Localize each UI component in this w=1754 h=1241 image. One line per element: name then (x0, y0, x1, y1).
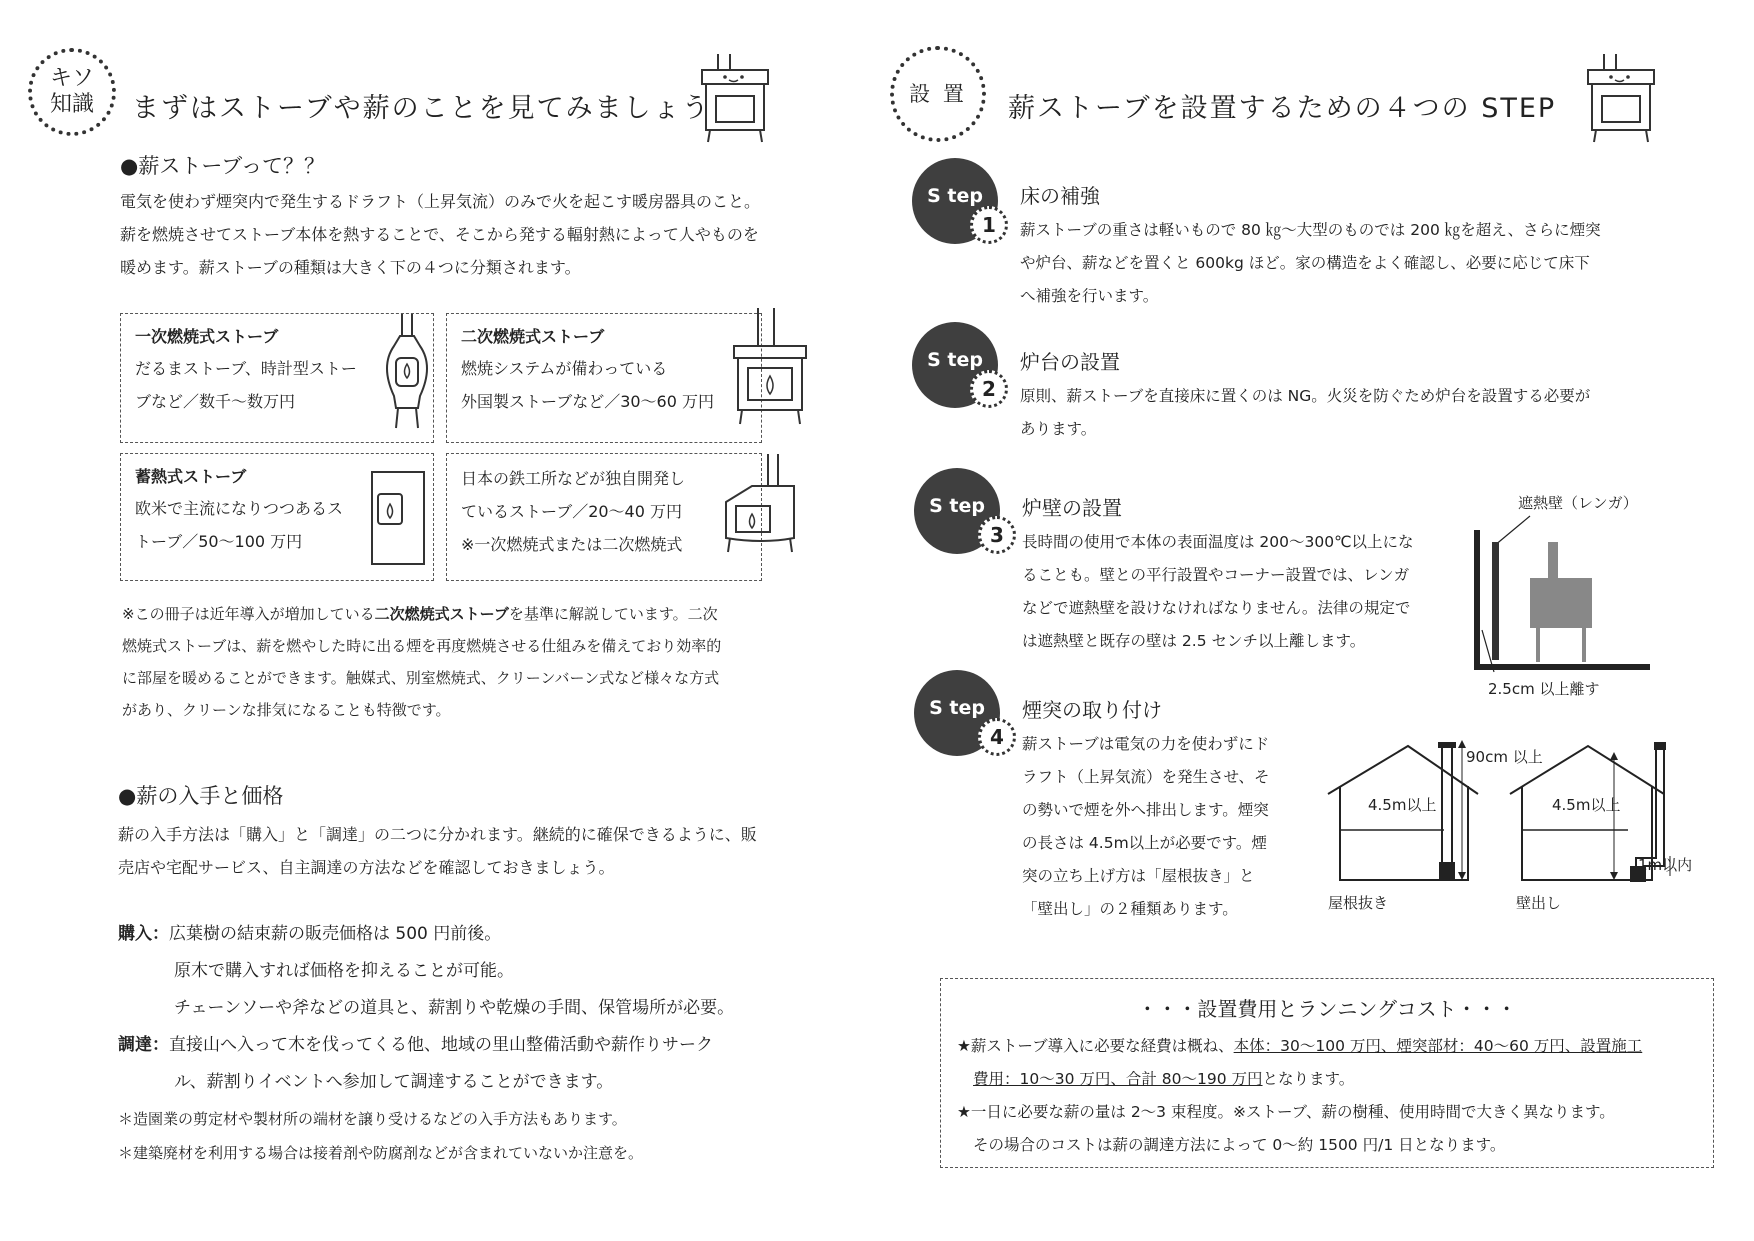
caption-wall: 壁出し (1516, 894, 1562, 912)
step-number: 1 (970, 206, 1008, 244)
note-line (122, 598, 721, 630)
stove-mascot-icon (1580, 52, 1662, 144)
note-line: ＊造園業の剪定材や製材所の端材を譲り受けるなどの入手方法もあります。 (118, 1110, 627, 1128)
section2-heading: ●薪の入手と価格 (118, 784, 284, 808)
step-number: 3 (978, 516, 1016, 554)
badge-line2: 知識 (49, 92, 94, 117)
text-line: などで遮熱壁を設けなければなりません。法律の規定で (1022, 599, 1411, 617)
box-line: ※一次燃焼式または二次燃焼式 (461, 535, 683, 554)
step-text (1020, 214, 1601, 313)
height-label-1: 4.5m以上 (1368, 796, 1437, 814)
text-line: 原則、薪ストーブを直接床に置くのは NG。火災を防ぐため炉台を設置する必要が (1020, 387, 1591, 405)
purchase-text: 広葉樹の結束薪の販売価格は 500 円前後。 (169, 924, 502, 944)
step-title: 煙突の取り付け (1022, 698, 1162, 722)
wall-label-bottom: 2.5cm 以上離す (1488, 680, 1600, 698)
purchase-block (118, 916, 734, 1101)
text-line: 薪ストーブは電気の力を使わずにド (1022, 735, 1270, 753)
cost-underlined: 費用：10～30 万円、合計 80～190 万円 (973, 1070, 1263, 1088)
right-page-title: 薪ストーブを設置するための４つの STEP (1008, 93, 1557, 124)
note-line: に部屋を暖めることができます。触媒式、別室燃焼式、クリーンバーン式など様々な方式 (122, 669, 720, 687)
step-number: 4 (978, 718, 1016, 756)
text-line: 長時間の使用で本体の表面温度は 200～300℃以上にな (1022, 533, 1414, 551)
box-stove-icon (712, 452, 808, 560)
cost-underlined: 本体：30～100 万円、煙突部材：40～60 万円、設置施工 (1233, 1037, 1643, 1055)
box-line: だるまストーブ、時計型ストー (135, 359, 357, 378)
text-line: あります。 (1020, 420, 1097, 438)
wood-notes (118, 1102, 643, 1170)
step-badge: S tep (912, 322, 998, 408)
wall-label-top: 遮熱壁（レンガ） (1518, 494, 1638, 512)
text-line: ラフト（上昇気流）を発生させ、そ (1022, 768, 1270, 786)
cost-line: ★一日に必要な薪の量は 2～3 束程度。※ストーブ、薪の樹種、使用時間で大きく異なります。 (957, 1103, 1615, 1121)
heat-shield-wall-diagram (1470, 490, 1654, 700)
text-line: 「壁出し」の２種類あります。 (1022, 900, 1238, 918)
caption-roof: 屋根抜き (1328, 894, 1389, 912)
box-title: 二次燃焼式ストーブ (461, 327, 605, 346)
height-label-2: 4.5m以上 (1552, 796, 1621, 814)
step-text (1020, 380, 1590, 446)
step-title: 床の補強 (1020, 184, 1100, 208)
note-text: を基準に解説しています。二次 (508, 605, 718, 623)
text-line: や炉台、薪などを置くと 600kg ほど。家の構造をよく確認し、必要に応じて床下 (1020, 254, 1590, 272)
text-line: 暖めます。薪ストーブの種類は大きく下の４つに分類されます。 (120, 258, 581, 277)
box-line: トーブ／50～100 万円 (135, 532, 303, 551)
text-line: 売店や宅配サービス、自主調達の方法などを確認しておきましょう。 (118, 858, 615, 877)
section2-text (118, 818, 757, 884)
text-line: 電気を使わず煙突内で発生するドラフト（上昇気流）のみで火を起こす暖房器具のこと。 (120, 192, 761, 211)
text-line: 薪ストーブの重さは軽いもので 80 ㎏～大型のものでは 200 ㎏を超え、さらに煙突 (1020, 221, 1601, 239)
box-title: 一次燃焼式ストーブ (135, 327, 279, 346)
badge-line1: キソ (49, 66, 94, 91)
step-text (1022, 728, 1270, 926)
cost-line (957, 1030, 1713, 1063)
heat-storage-stove-icon (368, 466, 430, 570)
box-line: 外国製ストーブなど／30～60 万円 (461, 392, 715, 411)
cost-line (957, 1063, 1713, 1096)
step-badge: S tep (914, 468, 1000, 554)
left-page-title: まずはストーブや薪のことを見てみましょう (132, 93, 711, 124)
procure-line (118, 1027, 734, 1064)
note-line: 燃焼式ストーブは、薪を燃やした時に出る煙を再度燃焼させる仕組みを備えており効率的 (122, 637, 722, 655)
step-title: 炉壁の設置 (1022, 496, 1122, 520)
text-line: の長さは 4.5m以上が必要です。煙 (1022, 834, 1267, 852)
box-line: ブなど／数千～数万円 (135, 392, 296, 411)
badge-text: 設 置 (909, 82, 967, 106)
setchi-badge (890, 46, 986, 142)
note-line: ＊建築廃材を利用する場合は接着剤や防腐剤などが含まれていないか注意を。 (118, 1144, 644, 1162)
cost-text: ★薪ストーブ導入に必要な経費は概ね、 (957, 1037, 1234, 1055)
wall-distance-label: 1m以内 (1638, 856, 1693, 874)
step-badge: S tep (914, 670, 1000, 756)
text-line: は遮熱壁と既存の壁は 2.5 センチ以上離します。 (1022, 632, 1366, 650)
box-line: 欧米で主流になりつつあるス (135, 499, 344, 518)
cost-title: ・・・設置費用とランニングコスト・・・ (1137, 997, 1517, 1021)
box-title: 蓄熱式ストーブ (135, 467, 247, 486)
cost-box (940, 978, 1714, 1168)
chimney-installation-diagram (1326, 738, 1716, 918)
procure-text: 直接山へ入って木を伐ってくる他、地域の里山整備活動や薪作りサーク (169, 1035, 713, 1055)
section1-heading: ●薪ストーブって？？ (120, 154, 326, 178)
cost-text: となります。 (1262, 1070, 1355, 1088)
purchase-line: チェーンソーや斧などの道具と、薪割りや乾燥の手間、保管場所が必要。 (174, 998, 735, 1018)
kiso-badge (28, 48, 116, 136)
section1-text (120, 185, 760, 284)
stove-mascot-icon (694, 52, 776, 144)
step-number: 2 (970, 370, 1008, 408)
text-line: へ補強を行います。 (1020, 287, 1159, 305)
roof-clearance-label: 90cm 以上 (1466, 748, 1543, 766)
procure-label: 調達： (118, 1035, 169, 1055)
text-line: 薪を燃焼させてストーブ本体を熱することで、そこから発する輻射熱によって人やものを (120, 225, 759, 244)
cost-line: その場合のコストは薪の調達方法によって 0～約 1500 円/1 日となります。 (973, 1136, 1506, 1154)
box-line: ているストーブ／20～40 万円 (461, 502, 683, 521)
procure-line: ル、薪割りイベントへ参加して調達することができます。 (174, 1072, 614, 1092)
step-title: 炉台の設置 (1020, 350, 1120, 374)
text-line: 薪の入手方法は「購入」と「調達」の二つに分かれます。継続的に確保できるように、販 (118, 825, 757, 844)
box-line: 日本の鉄工所などが独自開発し (461, 469, 686, 488)
text-line: の勢いで煙を外へ排出します。煙突 (1022, 801, 1269, 819)
cost-body (941, 1030, 1713, 1162)
text-line: ることも。壁との平行設置やコーナー設置では、レンガ (1022, 566, 1410, 584)
note-line: があり、クリーンな排気になることも特徴です。 (122, 701, 451, 719)
western-stove-icon (726, 306, 812, 434)
purchase-label: 購入： (118, 924, 169, 944)
step-text (1022, 526, 1414, 658)
daruma-stove-icon (378, 312, 438, 440)
note-bold: 二次燃焼式ストーブ (374, 605, 509, 623)
box-line: 燃焼システムが備わっている (461, 359, 668, 378)
stove-type-box-secondary (446, 313, 762, 443)
step-badge: S tep (912, 158, 998, 244)
text-line: 突の立ち上げ方は「屋根抜き」と (1022, 867, 1255, 885)
note-text: ※この冊子は近年導入が増加している (122, 605, 375, 623)
purchase-line (118, 916, 734, 953)
note-paragraph (122, 598, 721, 726)
purchase-line: 原木で購入すれば価格を抑えることが可能。 (174, 961, 514, 981)
